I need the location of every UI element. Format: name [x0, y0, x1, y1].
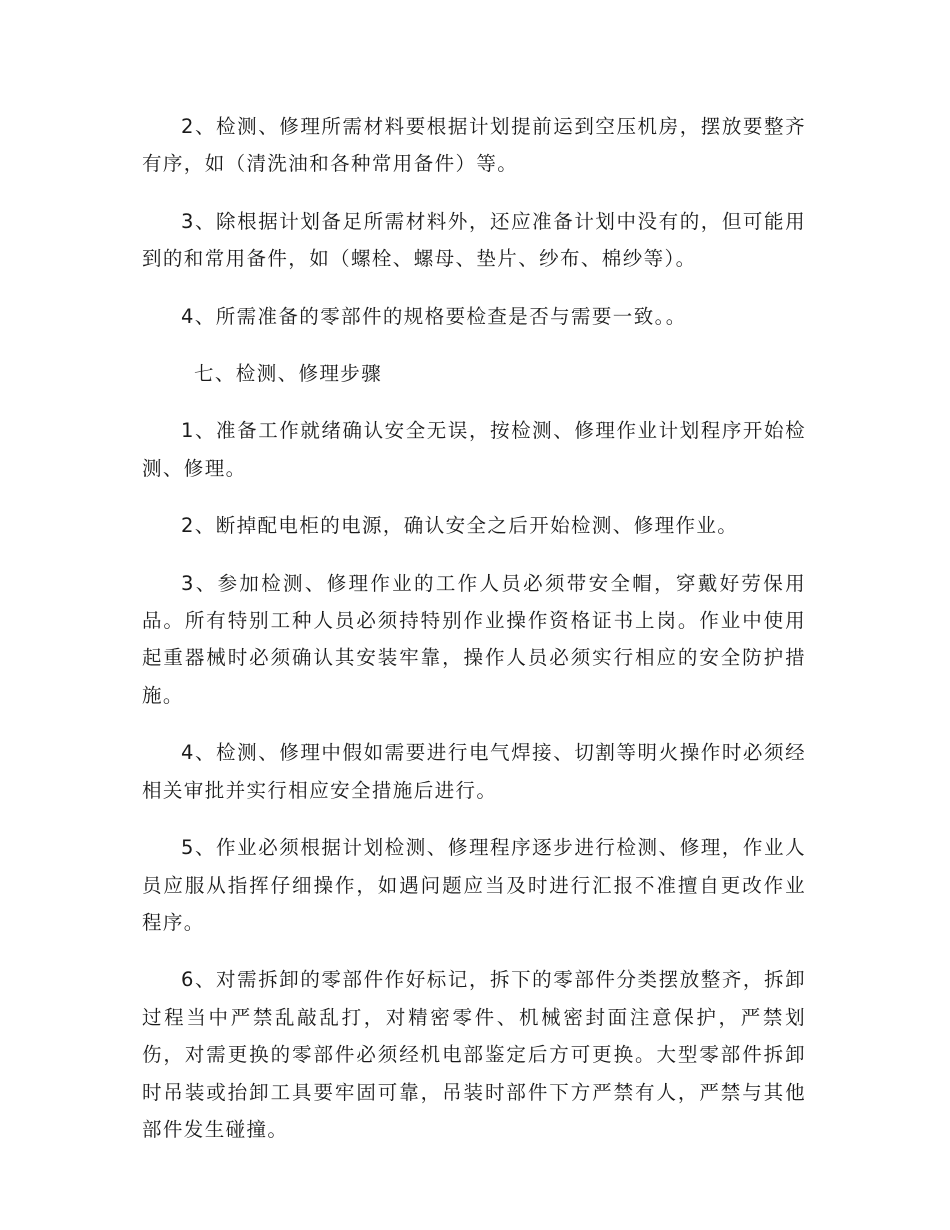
paragraph-item-3: 3、除根据计划备足所需材料外，还应准备计划中没有的，但可能用到的和常用备件，如（螺栓、螺母、垫片、纱布、棉纱等）。 — [142, 209, 806, 271]
document-body — [142, 108, 806, 1148]
step-item-1: 1、准备工作就绪确认安全无误，按检测、修理作业计划程序开始检测、修理。 — [142, 419, 806, 480]
paragraph-item-4: 4、所需准备的零部件的规格要检查是否与需要一致。。 — [181, 304, 687, 328]
section-heading: 七、检测、修理步骤 — [194, 362, 383, 386]
step-item-5: 5、作业必须根据计划检测、修理程序逐步进行检测、修理，作业人员应服从指挥仔细操作，如遇问题应当及时进行汇报不准擅自更改作业程序。 — [142, 836, 806, 934]
paragraph-item-2: 2、检测、修理所需材料要根据计划提前运到空压机房，摆放要整齐有序，如（清洗油和各种常用备件）等。 — [142, 115, 806, 176]
step-item-2: 2、断掉配电柜的电源，确认安全之后开始检测、修理作业。 — [181, 514, 739, 538]
step-item-4: 4、检测、修理中假如需要进行电气焊接、切割等明火操作时必须经相关审批并实行相应安全措施后进行。 — [142, 741, 806, 802]
step-item-3: 3、参加检测、修理作业的工作人员必须带安全帽，穿戴好劳保用品。所有特别工种人员必须持特别作业操作资格证书上岗。作业中使用起重器械时必须确认其安装牢靠，操作人员必须实行相应的安全防护措施。 — [142, 571, 806, 707]
step-item-6: 6、对需拆卸的零部件作好标记，拆下的零部件分类摆放整齐，拆卸过程当中严禁乱敲乱打，对精密零件、机械密封面注意保护，严禁划伤，对需更换的零部件必须经机电部鉴定后方可更换。大型零部件拆卸时吊装或抬卸工具要牢固可靠，吊装时部件下方严禁有人，严禁与其他部件发生碰撞。 — [142, 968, 806, 1141]
